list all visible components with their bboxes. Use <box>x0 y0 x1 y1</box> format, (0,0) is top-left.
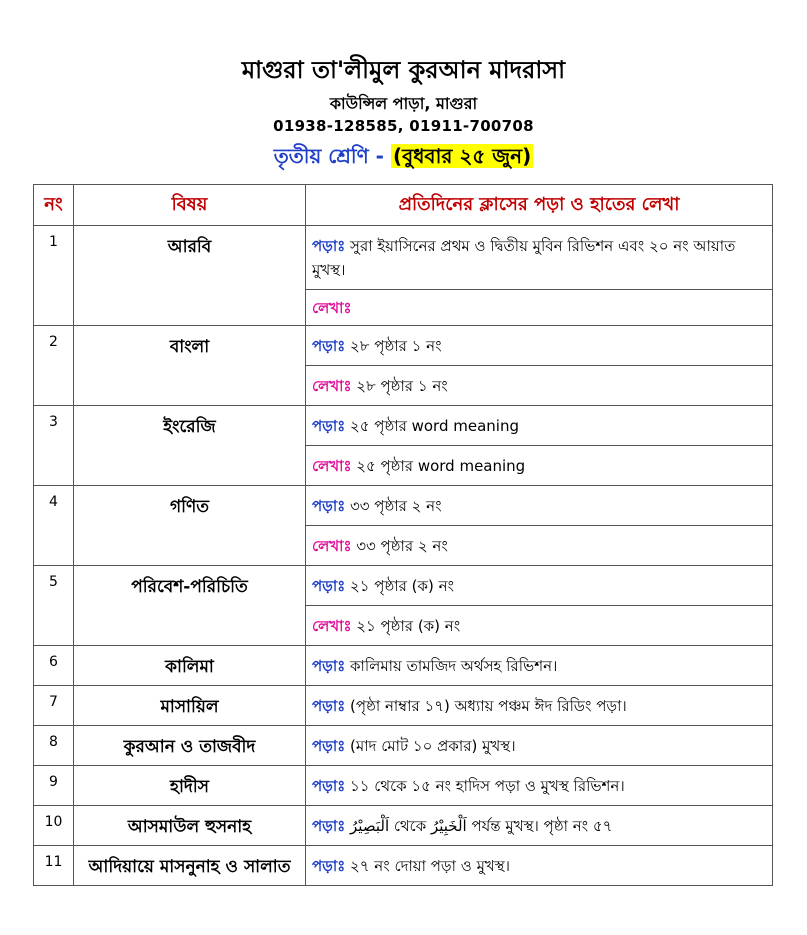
madrasa-address: কাউন্সিল পাড়া, মাগুরা <box>329 94 478 113</box>
reading-text: (পৃষ্ঠা নাম্বার ১৭) অধ্যায় পঞ্চম ঈদ রিডিং পড়া। <box>350 696 627 715</box>
writing-label: লেখাঃ <box>312 456 352 475</box>
reading-task <box>306 846 773 886</box>
writing-text: ৩৩ পৃষ্ঠার ২ নং <box>356 536 448 555</box>
writing-label: লেখাঃ <box>312 298 352 317</box>
writing-label: লেখাঃ <box>312 376 352 395</box>
reading-label: পড়াঃ <box>312 236 346 255</box>
reading-label: পড়াঃ <box>312 336 346 355</box>
subject-name: গণিত <box>74 486 306 566</box>
reading-task <box>306 806 773 846</box>
writing-text: ২১ পৃষ্ঠার (ক) নং <box>356 616 461 635</box>
reading-text: কালিমায় তামজিদ অর্থসহ রিভিশন। <box>350 656 558 675</box>
row-number: 2 <box>34 326 74 406</box>
table-row <box>34 406 773 446</box>
reading-label: পড়াঃ <box>312 416 346 435</box>
row-number: 1 <box>34 226 74 326</box>
class-routine-table <box>33 184 773 886</box>
madrasa-title: মাগুরা তা'লীমুল কুরআন মাদরাসা <box>241 56 566 84</box>
writing-label: লেখাঃ <box>312 536 352 555</box>
table-row <box>34 226 773 290</box>
row-number: 6 <box>34 646 74 686</box>
subject-name: আসমাউল হুসনাহ <box>74 806 306 846</box>
row-number: 10 <box>34 806 74 846</box>
table-header-row <box>34 185 773 226</box>
table-row <box>34 326 773 366</box>
row-number: 11 <box>34 846 74 886</box>
table-row <box>34 766 773 806</box>
writing-task <box>306 526 773 566</box>
subject-name: বাংলা <box>74 326 306 406</box>
class-name: তৃতীয় শ্রেণি <box>273 144 369 168</box>
subject-name: কুরআন ও তাজবীদ <box>74 726 306 766</box>
row-number: 3 <box>34 406 74 486</box>
class-dash: - <box>375 144 384 168</box>
reading-text: اَلْبَصِيْرُ থেকে اَلْخَبِيْرُ পর্যন্ত মুখস্থ। পৃষ্ঠা নং ৫৭ <box>350 816 613 835</box>
table-row <box>34 486 773 526</box>
writing-text: ২৮ পৃষ্ঠার ১ নং <box>356 376 448 395</box>
row-number: 8 <box>34 726 74 766</box>
table-row <box>34 646 773 686</box>
day-date-highlight: (বুধবার ২৫ জুন) <box>392 144 532 168</box>
row-number: 7 <box>34 686 74 726</box>
reading-label: পড়াঃ <box>312 696 346 715</box>
writing-label: লেখাঃ <box>312 616 352 635</box>
reading-label: পড়াঃ <box>312 496 346 515</box>
header-subject: বিষয় <box>74 185 306 226</box>
reading-task <box>306 686 773 726</box>
writing-task <box>306 446 773 486</box>
table-body <box>34 226 773 886</box>
reading-task <box>306 486 773 526</box>
reading-text: সুরা ইয়াসিনের প্রথম ও দ্বিতীয় মুবিন রিভিশন এবং ২০ নং আয়াত মুখস্থ। <box>312 236 736 279</box>
reading-label: পড়াঃ <box>312 856 346 875</box>
writing-task <box>306 366 773 406</box>
reading-label: পড়াঃ <box>312 776 346 795</box>
reading-task <box>306 406 773 446</box>
subject-name: মাসায়িল <box>74 686 306 726</box>
reading-task <box>306 326 773 366</box>
writing-task <box>306 606 773 646</box>
row-number: 5 <box>34 566 74 646</box>
reading-task <box>306 566 773 606</box>
table-row <box>34 566 773 606</box>
reading-task <box>306 226 773 290</box>
subject-name: ইংরেজি <box>74 406 306 486</box>
subject-name: কালিমা <box>74 646 306 686</box>
subject-name: আদিয়ায়ে মাসনুনাহ ও সালাত <box>74 846 306 886</box>
reading-label: পড়াঃ <box>312 816 346 835</box>
phone-numbers: 01938-128585, 01911-700708 <box>273 117 534 135</box>
reading-text: ১১ থেকে ১৫ নং হাদিস পড়া ও মুখস্থ রিভিশন। <box>350 776 625 795</box>
table-row <box>34 806 773 846</box>
writing-text: ২৫ পৃষ্ঠার word meaning <box>356 456 526 475</box>
reading-task <box>306 766 773 806</box>
table-row <box>34 726 773 766</box>
reading-task <box>306 726 773 766</box>
reading-label: পড়াঃ <box>312 656 346 675</box>
reading-text: ২১ পৃষ্ঠার (ক) নং <box>350 576 454 595</box>
header-task: প্রতিদিনের ক্লাসের পড়া ও হাতের লেখা <box>306 185 773 226</box>
writing-task <box>306 290 773 326</box>
table-row <box>34 846 773 886</box>
reading-label: পড়াঃ <box>312 736 346 755</box>
reading-label: পড়াঃ <box>312 576 346 595</box>
row-number: 9 <box>34 766 74 806</box>
reading-text: ২৮ পৃষ্ঠার ১ নং <box>350 336 442 355</box>
reading-text: ৩৩ পৃষ্ঠার ২ নং <box>350 496 442 515</box>
subject-name: আরবি <box>74 226 306 326</box>
subject-name: হাদীস <box>74 766 306 806</box>
reading-task <box>306 646 773 686</box>
reading-text: ২৫ পৃষ্ঠার word meaning <box>350 416 519 435</box>
reading-text: (মাদ মোট ১০ প্রকার) মুখস্থ। <box>350 736 516 755</box>
class-line <box>0 142 807 175</box>
subject-name: পরিবেশ-পরিচিতি <box>74 566 306 646</box>
header-no: নং <box>34 185 74 226</box>
table-row <box>34 686 773 726</box>
row-number: 4 <box>34 486 74 566</box>
reading-text: ২৭ নং দোয়া পড়া ও মুখস্থ। <box>350 856 511 875</box>
